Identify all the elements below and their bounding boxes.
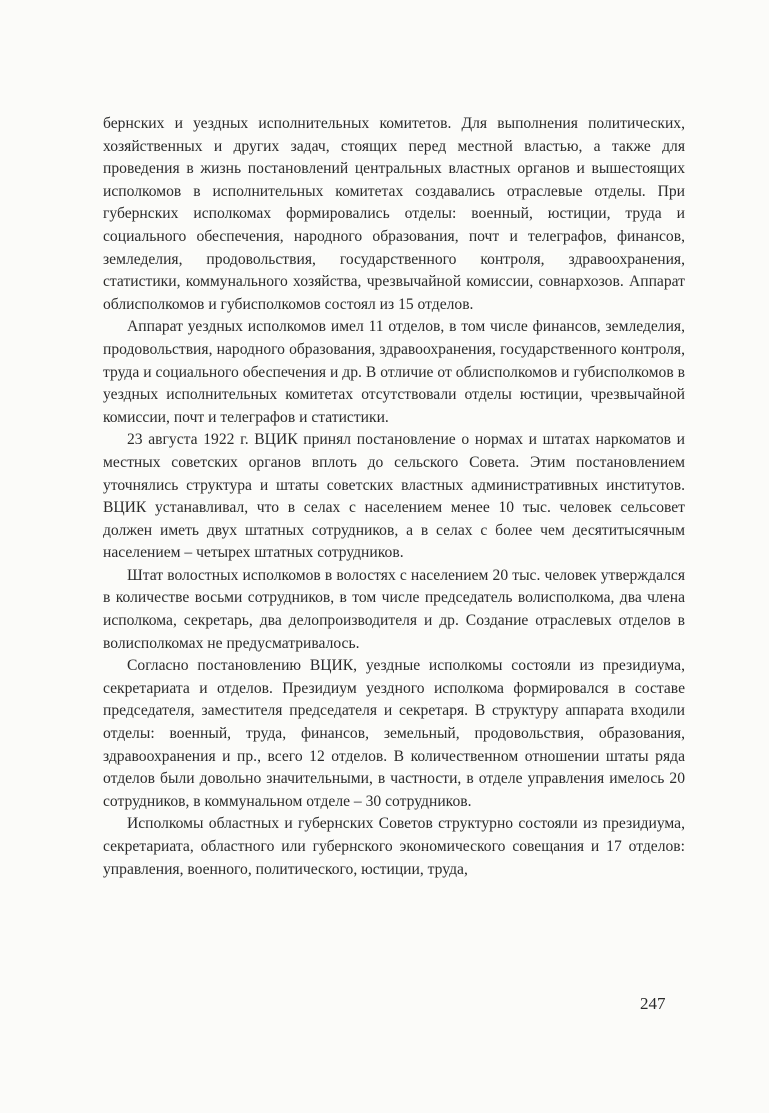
body-text <box>103 113 685 881</box>
paragraph-4: Штат волостных исполкомов в волостях с населением 20 тыс. человек утверждался в количестве восьми сотрудников, в том числе председатель волисполкома, два члена исполкома, секретарь, два делопроизводителя и др. Создание отраслевых отделов в волисполкомах не предусматривалось. <box>103 566 685 652</box>
paragraph-6: Исполкомы областных и губернских Советов структурно состояли из президиума, секретариата, областного или губернского экономического совещания и 17 отделов: управления, военного, политического, юстиции, труда, <box>103 815 685 878</box>
paragraph-1: бернских и уездных исполнительных комитетов. Для выполнения политических, хозяйственных и других задач, стоящих перед местной властью, а также для проведения в жизнь постановлений центральных властных органов и вышестоящих исполкомов в исполнительных комитетах создавались отраслевые отделы. При губернских исполкомах формировались отделы: военный, юстиции, труда и социального обеспечения, народного образования, почт и телеграфов, финансов, земледелия, продовольствия, государственного контроля, здравоохранения, статистики, коммунального хозяйства, чрезвычайной комиссии, совнархозов. Аппарат облисполкомов и губисполкомов состоял из 15 отделов. <box>103 115 685 313</box>
paragraph-3: 23 августа 1922 г. ВЦИК принял постановление о нормах и штатах наркоматов и местных советских органов вплоть до сельского Совета. Этим постановлением уточнялись структура и штаты советских властных административных институтов. ВЦИК устанавливал, что в селах с населением менее 10 тыс. человек сельсовет должен иметь двух штатных сотрудников, а в селах с более чем десятитысячным населением – четырех штатных сотрудников. <box>103 431 685 562</box>
paragraph-5: Согласно постановлению ВЦИК, уездные исполкомы состояли из президиума, секретариата и отделов. Президиум уездного исполкома формировался в составе председателя, заместителя председателя и секретаря. В структуру аппарата входили отделы: военный, труда, финансов, земельный, продовольствия, образования, здравоохранения и пр., всего 12 отделов. В количественном отношении штаты ряда отделов были довольно значительными, в частности, в отделе управления имелось 20 сотрудников, в коммунальном отделе – 30 сотрудников. <box>103 657 685 810</box>
page-number: 247 <box>640 994 666 1013</box>
paragraph-2: Аппарат уездных исполкомов имел 11 отделов, в том числе финансов, земледелия, продовольствия, народного образования, здравоохранения, государственного контроля, труда и социального обеспечения и др. В отличие от облисполкомов и губисполкомов в уездных исполнительных комитетах отсутствовали отделы юстиции, чрезвычайной комиссии, почт и телеграфов и статистики. <box>103 318 685 426</box>
